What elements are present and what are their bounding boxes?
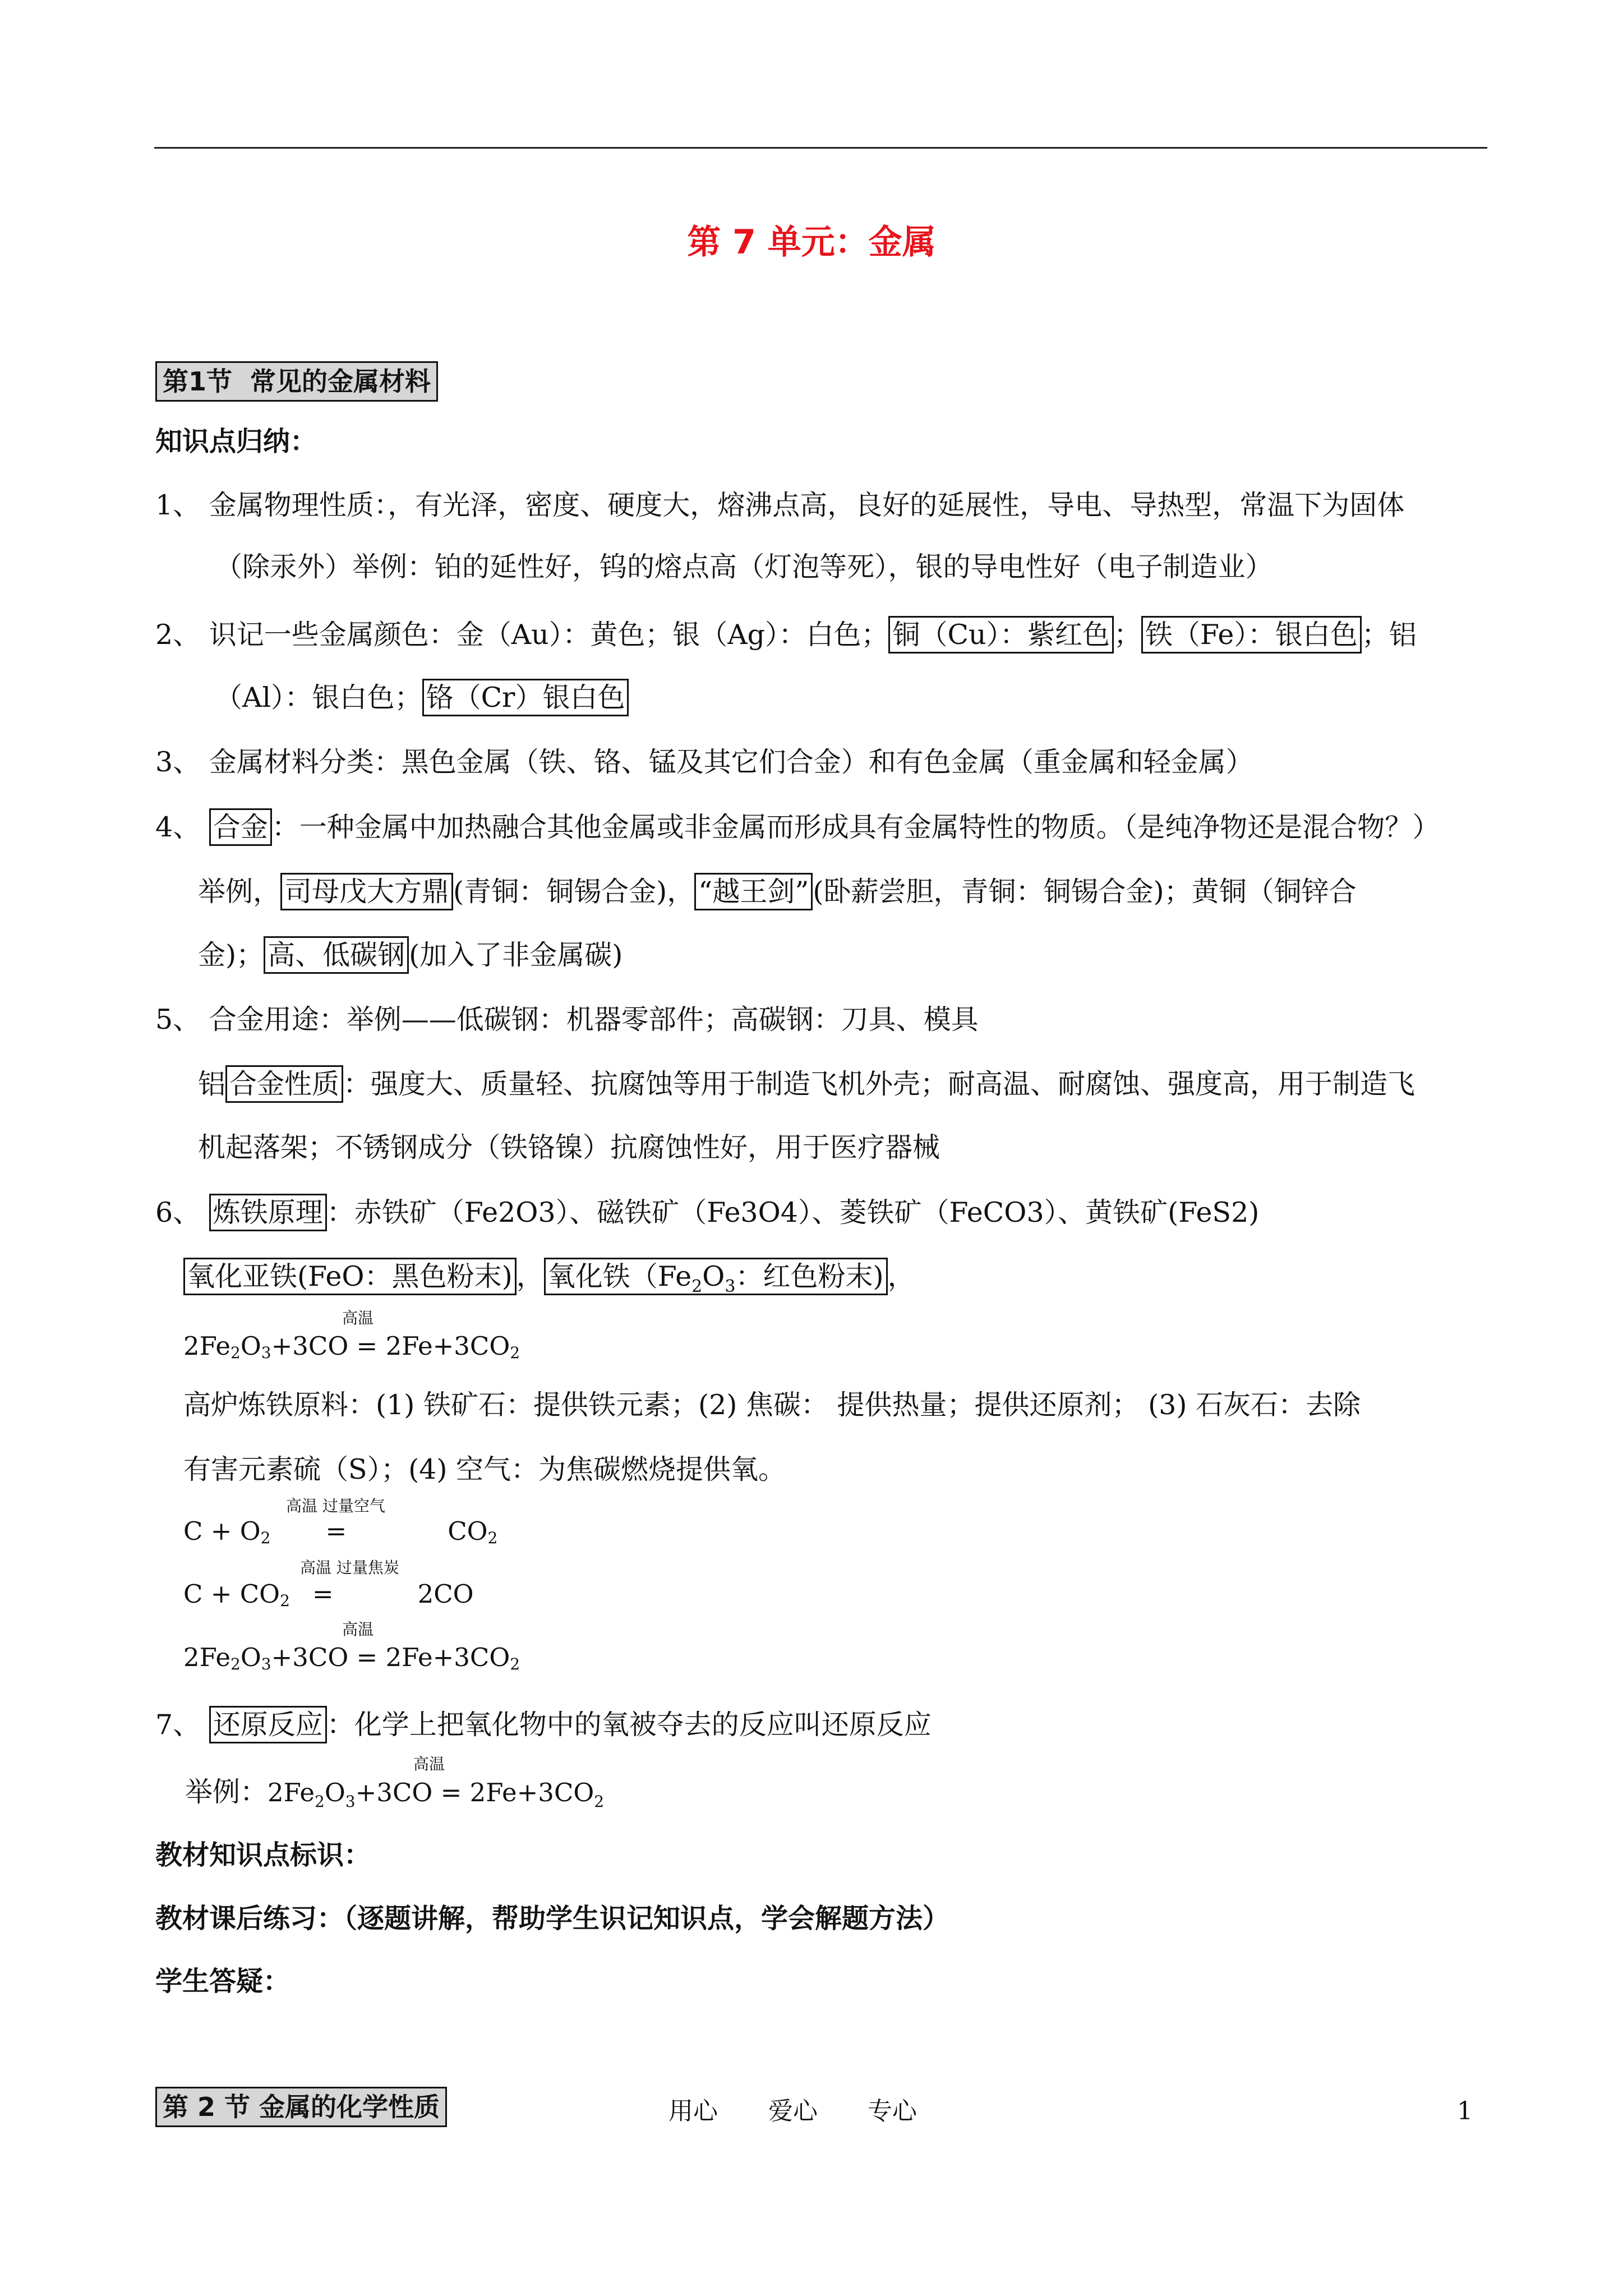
paragraph-5-line-2 — [198, 1065, 1415, 1104]
equation-5 — [268, 1778, 605, 1811]
text: = — [325, 1516, 347, 1546]
text: ， — [516, 1260, 544, 1292]
student-qa-heading: 学生答疑： — [155, 1966, 291, 1997]
text: ：红色粉末) — [735, 1260, 884, 1292]
subscript: 2 — [510, 1655, 520, 1673]
text: ：化学上把氧化物中的氧被夺去的反应叫还原反应 — [326, 1709, 932, 1741]
text: C + CO — [183, 1579, 280, 1609]
text: 2Fe — [183, 1642, 231, 1672]
page-number: 1 — [1457, 2097, 1473, 2125]
text: ；铝 — [1361, 619, 1417, 651]
text: ：赤铁矿（Fe2O3）、磁铁矿（Fe3O4）、菱铁矿（FeCO3）、黄铁矿(FeS2) — [326, 1197, 1260, 1228]
text: 金)； — [198, 939, 264, 971]
text: 2CO — [417, 1579, 474, 1609]
text: O — [702, 1260, 725, 1292]
text: 举例， — [198, 876, 281, 908]
blast-furnace-line-1: 高炉炼铁原料：(1) 铁矿石：提供铁元素；(2) 焦碳： 提供热量；提供还原剂； (3) 石灰石：去除 — [183, 1389, 1361, 1421]
subscript: 2 — [230, 1655, 241, 1673]
text: 举例： — [185, 1776, 268, 1808]
page-title: 第 7 单元：金属 — [687, 223, 936, 262]
paragraph-6-line-1 — [155, 1193, 1259, 1232]
boxed-term: 炼铁原理 — [209, 1194, 327, 1231]
boxed-term: 铜（Cu）：紫红色 — [888, 616, 1114, 654]
paragraph-1-line-1: 1、 金属物理性质：，有光泽，密度、硬度大，熔沸点高，良好的延展性，导电、导热型，常温下为固体 — [155, 489, 1405, 521]
subscript: 2 — [280, 1591, 290, 1610]
footer-text-2: 爱心 — [768, 2097, 818, 2125]
boxed-term: 氧化亚铁(FeO：黑色粉末) — [183, 1258, 517, 1295]
subscript: 2 — [230, 1343, 241, 1362]
text: 氧化铁（Fe — [547, 1260, 692, 1292]
paragraph-4-line-1 — [155, 808, 1440, 847]
text: 2Fe — [268, 1778, 315, 1807]
subscript: 3 — [725, 1276, 736, 1296]
paragraph-7-line-1 — [155, 1705, 932, 1745]
textbook-points-heading: 教材知识点标识： — [155, 1839, 371, 1871]
text: (卧薪尝胆，青铜：铜锡合金)；黄铜（铜锌合 — [813, 876, 1357, 908]
boxed-term: 司母戊大方鼎 — [280, 873, 453, 910]
subscript: 2 — [594, 1792, 605, 1811]
knowledge-heading: 知识点归纳： — [155, 426, 317, 457]
text: O — [240, 1642, 261, 1672]
paragraph-3: 3、 金属材料分类：黑色金属（铁、铬、锰及其它们合金）和有色金属（重金属和轻金属） — [155, 746, 1253, 778]
section-heading-2: 第 2 节 金属的化学性质 — [155, 2087, 447, 2127]
boxed-term: 铁（Fe）：银白色 — [1141, 616, 1362, 654]
text: ：强度大、质量轻、抗腐蚀等用于制造飞机外壳；耐高温、耐腐蚀、强度高，用于制造飞 — [343, 1068, 1415, 1100]
footer-text-3: 专心 — [868, 2097, 917, 2125]
subscript: 2 — [260, 1529, 271, 1547]
boxed-term: 合金 — [209, 808, 272, 846]
text: O — [324, 1778, 345, 1807]
reaction-condition: 高温 — [342, 1620, 374, 1639]
footer-text-1: 用心 — [668, 2097, 718, 2125]
paragraph-6-line-2 — [183, 1257, 915, 1306]
equation-4 — [183, 1641, 520, 1681]
text: ， — [887, 1260, 915, 1292]
text: 6、 — [155, 1197, 209, 1228]
subscript: 3 — [261, 1343, 271, 1362]
text: ； — [1114, 619, 1142, 651]
reaction-condition: 高温 — [413, 1755, 445, 1773]
text: CO — [448, 1516, 488, 1546]
section-heading-1: 第1节 常见的金属材料 — [155, 361, 438, 402]
text: 2Fe — [183, 1331, 231, 1361]
paragraph-7-line-2 — [185, 1773, 604, 1821]
paragraph-2-line-2 — [215, 678, 629, 717]
subscript: 3 — [345, 1792, 356, 1811]
equation-1 — [183, 1329, 520, 1370]
subscript: 2 — [487, 1529, 498, 1547]
text: +3CO = 2Fe+3CO — [271, 1331, 510, 1361]
boxed-term: 铬（Cr）银白色 — [422, 679, 629, 716]
header-rule — [154, 147, 1487, 149]
reaction-condition: 高温 过量焦炭 — [300, 1558, 399, 1577]
subscript: 2 — [510, 1343, 520, 1362]
text: 7、 — [155, 1709, 209, 1741]
subscript: 3 — [261, 1655, 271, 1673]
boxed-term: 合金性质 — [225, 1065, 343, 1103]
paragraph-1-line-2: （除汞外）举例：铂的延性好，钨的熔点高（灯泡等死），银的导电性好（电子制造业） — [215, 551, 1273, 583]
paragraph-5-line-3: 机起落架；不锈钢成分（铁铬镍）抗腐蚀性好，用于医疗器械 — [198, 1131, 940, 1163]
text: (加入了非金属碳) — [409, 939, 623, 971]
boxed-term: “越王剑” — [694, 873, 813, 910]
text: 铝 — [198, 1068, 226, 1100]
text: +3CO = 2Fe+3CO — [271, 1642, 510, 1672]
paragraph-2-line-1 — [155, 615, 1417, 655]
subscript: 2 — [315, 1792, 325, 1811]
text: 4、 — [155, 811, 209, 843]
reaction-condition: 高温 过量空气 — [286, 1497, 385, 1515]
textbook-exercises-heading: 教材课后练习：（逐题讲解，帮助学生识记知识点，学会解题方法） — [155, 1903, 950, 1934]
text: +3CO = 2Fe+3CO — [355, 1778, 594, 1807]
boxed-term: 还原反应 — [209, 1706, 327, 1743]
text: （Al）：银白色； — [215, 682, 422, 714]
equation-2 — [183, 1515, 497, 1555]
boxed-term — [544, 1258, 888, 1295]
text: ：一种金属中加热融合其他金属或非金属而形成具有金属特性的物质。（是纯净物还是混合物？） — [271, 811, 1440, 843]
paragraph-4-line-3 — [198, 936, 623, 975]
boxed-term: 高、低碳钢 — [264, 936, 409, 974]
reaction-condition: 高温 — [342, 1309, 374, 1327]
text: 2、 识记一些金属颜色：金（Au）：黄色；银（Ag）：白色； — [155, 619, 889, 651]
text: = — [312, 1579, 334, 1609]
paragraph-5-line-1: 5、 合金用途：举例——低碳钢：机器零部件；高碳钢：刀具、模具 — [155, 1004, 979, 1036]
paragraph-4-line-2 — [198, 872, 1357, 912]
text: O — [240, 1331, 261, 1361]
blast-furnace-line-2: 有害元素硫（S）；(4) 空气：为焦碳燃烧提供氧。 — [183, 1453, 786, 1485]
subscript: 2 — [691, 1276, 703, 1296]
text: C + O — [183, 1516, 261, 1546]
equation-3 — [183, 1577, 474, 1618]
text: (青铜：铜锡合金)， — [453, 876, 695, 908]
